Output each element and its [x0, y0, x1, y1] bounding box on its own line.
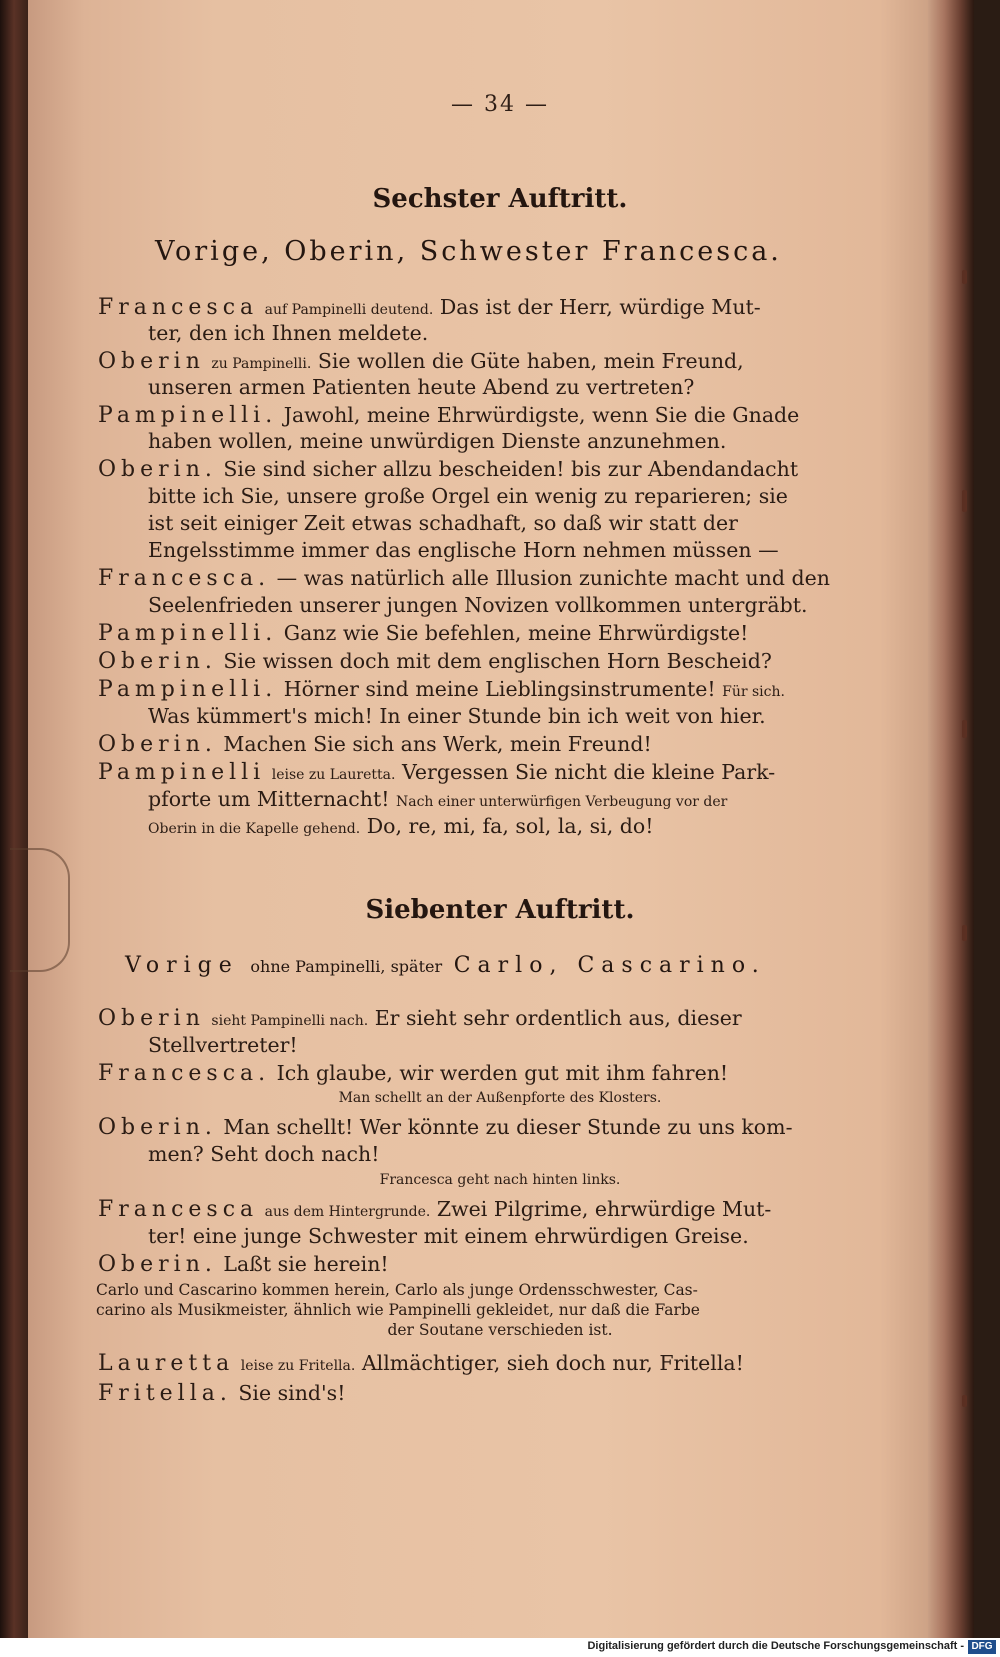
scene-title: Siebenter Auftritt. — [365, 895, 635, 925]
dialogue-line — [148, 1223, 940, 1250]
stage-direction: carino als Musikmeister, ähnlich wie Pampinelli gekleidet, nur daß die Farbe — [96, 1301, 700, 1319]
speech: Jawohl, meine Ehrwürdigste, wenn Sie die Gnade — [283, 403, 800, 427]
dialogue-line — [98, 402, 890, 429]
speech: ter! eine junge Schwester mit einem ehrwürdigen Greise. — [148, 1224, 749, 1248]
scene-cast — [155, 236, 782, 267]
speaker: Francesca — [98, 295, 259, 320]
edge-mark — [962, 270, 967, 284]
edge-mark — [962, 1395, 967, 1407]
page-number: — 34 — — [451, 92, 549, 117]
speaker: Pampinelli. — [98, 621, 278, 646]
speech: Stellvertreter! — [148, 1033, 298, 1057]
stage-direction: sieht Pampinelli nach. — [211, 1013, 369, 1029]
stage-direction: Francesca geht nach hinten links. — [379, 1172, 621, 1188]
dialogue-line — [98, 620, 890, 647]
speaker: Francesca. — [98, 566, 271, 591]
dialogue-line — [148, 592, 940, 619]
speech: Laßt sie herein! — [223, 1252, 389, 1276]
speech: haben wollen, meine unwürdigen Dienste anzunehmen. — [148, 429, 727, 453]
speaker: Oberin. — [98, 732, 217, 757]
funding-notice: Digitalisierung gefördert durch die Deutsche Forschungsgemeinschaft - — [587, 1640, 964, 1652]
dialogue-line — [98, 648, 890, 675]
edge-mark — [962, 490, 967, 512]
dialogue-line — [148, 703, 940, 730]
dialogue-line — [98, 759, 890, 789]
digitization-footer — [0, 1638, 1000, 1657]
dialogue-line — [98, 1350, 890, 1380]
speaker: Oberin — [98, 1006, 205, 1031]
speech: Sie wollen die Güte haben, mein Freund, — [317, 349, 744, 373]
speaker: Francesca. — [98, 1061, 271, 1086]
speech: Man schellt! Wer könnte zu dieser Stunde zu uns kom- — [223, 1115, 793, 1139]
dialogue-line — [148, 537, 940, 564]
speaker: Oberin — [98, 349, 205, 374]
dialogue-line — [98, 1196, 890, 1226]
speaker: Oberin. — [98, 649, 217, 674]
dialogue-line — [98, 1005, 890, 1035]
speaker: Lauretta — [98, 1351, 235, 1376]
dialogue-line — [98, 1380, 890, 1407]
speech: Er sieht sehr ordentlich aus, dieser — [374, 1006, 742, 1030]
speaker: Pampinelli. — [98, 403, 278, 428]
scene-title: Sechster Auftritt. — [372, 184, 628, 214]
speech: unseren armen Patienten heute Abend zu vertreten? — [148, 375, 695, 399]
speech: Hörner sind meine Lieblingsinstrumente! — [283, 677, 716, 701]
speech: Do, re, mi, fa, sol, la, si, do! — [366, 814, 654, 838]
stage-direction: Nach einer unterwürfigen Verbeugung vor der — [395, 794, 728, 810]
speech: Ganz wie Sie befehlen, meine Ehrwürdigste! — [283, 621, 749, 645]
dialogue-line — [148, 786, 940, 816]
cast-list: Carlo, Cascarino. — [453, 953, 766, 978]
edge-mark — [962, 925, 967, 941]
dialogue-line — [148, 813, 940, 843]
speaker: Oberin. — [98, 457, 217, 482]
dfg-logo: DFG — [968, 1640, 996, 1654]
speaker: Fritella. — [98, 1381, 232, 1406]
dialogue-line — [148, 510, 940, 537]
speaker: Pampinelli — [98, 760, 266, 785]
stage-direction: Man schellt an der Außenpforte des Klosters. — [338, 1090, 662, 1106]
dialogue-line — [148, 428, 940, 455]
edge-mark — [962, 720, 967, 738]
stage-direction: Carlo und Cascarino kommen herein, Carlo als junge Ordensschwester, Cas- — [96, 1281, 698, 1299]
stage-direction: leise zu Lauretta. — [271, 767, 396, 783]
speech: Das ist der Herr, würdige Mut- — [439, 295, 761, 319]
cast-list: Vorige — [125, 953, 239, 978]
stage-direction: zu Pampinelli. — [211, 356, 312, 372]
speech: Sie sind's! — [238, 1381, 346, 1405]
dialogue-line — [98, 456, 890, 483]
speech: Zwei Pilgrime, ehrwürdige Mut- — [436, 1197, 772, 1221]
scene-cast — [125, 948, 766, 979]
speech: ist seit einiger Zeit etwas schadhaft, so daß wir statt der — [148, 511, 738, 535]
speech: Vergessen Sie nicht die kleine Park- — [401, 760, 776, 784]
dialogue-line — [98, 1251, 890, 1278]
speaker: Pampinelli. — [98, 677, 278, 702]
book-cover-edge — [0, 0, 28, 1657]
speech: — was natürlich alle Illusion zunichte macht und den — [276, 566, 830, 590]
dialogue-line — [148, 320, 940, 347]
stage-direction: Oberin in die Kapelle gehend. — [148, 821, 361, 837]
dialogue-line — [148, 374, 940, 401]
speech: Allmächtiger, sieh doch nur, Fritella! — [361, 1351, 744, 1375]
dialogue-line — [98, 676, 890, 706]
dialogue-line — [148, 483, 940, 510]
dialogue-line — [98, 1114, 890, 1141]
dialogue-line — [98, 731, 890, 758]
dialogue-line — [148, 1141, 940, 1168]
speaker: Francesca — [98, 1197, 259, 1222]
speech: Ich glaube, wir werden gut mit ihm fahren! — [276, 1061, 729, 1085]
stage-direction: aus dem Hintergrunde. — [264, 1204, 431, 1220]
speaker: Oberin. — [98, 1115, 217, 1140]
speech: pforte um Mitternacht! — [148, 787, 390, 811]
speech: Was kümmert's mich! In einer Stunde bin ich weit von hier. — [148, 704, 766, 728]
dialogue-line — [98, 565, 890, 592]
speech: Sie wissen doch mit dem englischen Horn Bescheid? — [223, 649, 772, 673]
speaker: Oberin. — [98, 1252, 217, 1277]
speech: ter, den ich Ihnen meldete. — [148, 321, 429, 345]
cast-list: Vorige, Oberin, Schwester Francesca. — [155, 236, 782, 267]
stage-direction: ohne Pampinelli, später — [250, 957, 443, 976]
stage-direction: der Soutane verschieden ist. — [387, 1321, 613, 1339]
stage-direction: Für sich. — [722, 684, 785, 700]
speech: bitte ich Sie, unsere große Orgel ein wenig zu reparieren; sie — [148, 484, 788, 508]
dialogue-line — [148, 1032, 940, 1059]
speech: Engelsstimme immer das englische Horn nehmen müssen — — [148, 538, 779, 562]
dialogue-line — [98, 1060, 890, 1087]
speech: Machen Sie sich ans Werk, mein Freund! — [223, 732, 652, 756]
stage-direction: leise zu Fritella. — [240, 1358, 356, 1374]
speech: Seelenfrieden unserer jungen Novizen vollkommen untergräbt. — [148, 593, 808, 617]
speech: men? Seht doch nach! — [148, 1142, 380, 1166]
stage-direction: auf Pampinelli deutend. — [264, 302, 434, 318]
speech: Sie sind sicher allzu bescheiden! bis zur Abendandacht — [223, 457, 799, 481]
